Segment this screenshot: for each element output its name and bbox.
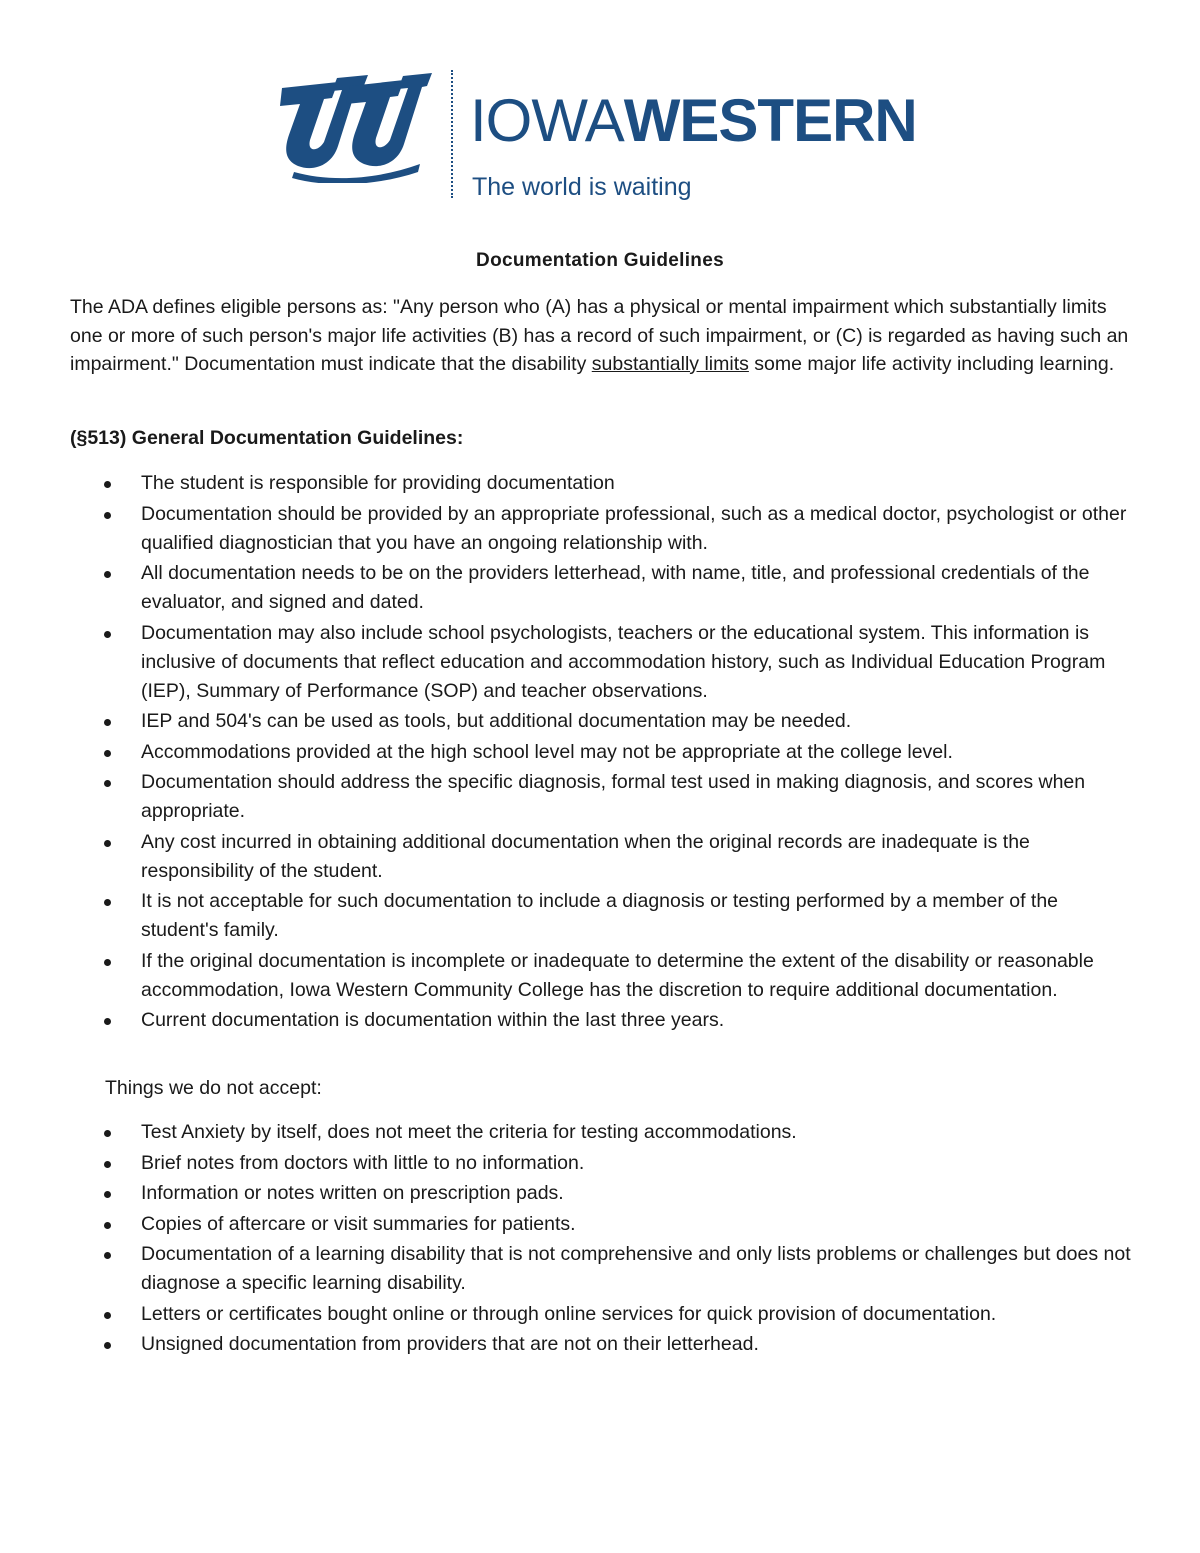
list-item [70,1240,1140,1298]
list-item-text: Information or notes written on prescription pads. [141,1182,564,1204]
list-item [70,738,1140,767]
list-item [70,947,1140,1005]
list-item [70,1210,1140,1239]
general-guidelines-heading: (§513) General Documentation Guidelines: [70,427,464,449]
list-item [70,1330,1140,1359]
bullet-icon [104,1191,111,1198]
list-item-text: Copies of aftercare or visit summaries for patients. [141,1212,576,1235]
list-item [70,887,1140,945]
not-accepted-heading: Things we do not accept: [105,1077,322,1099]
list-item [70,1300,1140,1329]
bullet-icon [104,840,111,847]
bullet-icon [104,1342,111,1349]
list-item-text: Test Anxiety by itself, does not meet the criteria for testing accommodations. [141,1121,797,1143]
logo-divider [451,70,453,198]
intro-text-before: The ADA defines eligible persons as: "Any person who (A) has a physical or mental impairment which substantially limits one or more of such person's major life activities (B) has a record of such impairment, or (C) is regarded as having such an impairment." Documentation must indicate that the disability [70,296,1129,375]
bullet-icon [104,959,111,966]
bullet-icon [104,1222,111,1229]
list-item [70,768,1140,826]
bullet-icon [104,1252,111,1259]
list-item [70,828,1140,886]
wordmark-iowa: IOWA [470,87,624,154]
bullet-icon [104,750,111,757]
iw-logo-mark [280,68,435,183]
list-item [70,707,1140,736]
general-guidelines-list [70,469,1140,1037]
college-wordmark [470,88,917,154]
logo-tagline: The world is waiting [472,173,692,201]
not-accepted-list [70,1118,1140,1361]
bullet-icon [104,899,111,906]
list-item-text: Letters or certificates bought online or through online services for quick provision of documentation. [141,1302,997,1325]
list-item [70,1006,1140,1035]
list-item [70,1118,1140,1147]
bullet-icon [104,631,111,638]
list-item-text: If the original documentation is incomplete or inadequate to determine the extent of the disability or reasonable accommodation, Iowa Western Community College has the discretion to require additional documentation. [141,949,1094,1001]
bullet-icon [104,780,111,787]
bullet-icon [104,1018,111,1025]
intro-paragraph [70,293,1130,379]
list-item [70,1179,1140,1208]
bullet-icon [104,481,111,488]
bullet-icon [104,571,111,578]
intro-underlined-text: substantially limits [591,353,749,375]
list-item-text: It is not acceptable for such documentation to include a diagnosis or testing performed by a member of the student's family. [141,890,1059,941]
list-item-text: Unsigned documentation from providers that are not on their letterhead. [141,1333,759,1355]
list-item [70,500,1140,558]
list-item [70,469,1140,498]
list-item-text: Documentation may also include school psychologists, teachers or the educational system. This information is inclusive of documents that reflect education and accommodation history, such as Individual Education Program (IEP), Summary of Performance (SOP) and teacher observations. [141,621,1106,702]
list-item-text: IEP and 504's can be used as tools, but additional documentation may be needed. [141,710,852,732]
bullet-icon [104,719,111,726]
list-item-text: The student is responsible for providing documentation [141,472,615,494]
list-item-text: Documentation of a learning disability that is not comprehensive and only lists problems or challenges but does not diagnose a specific learning disability. [141,1243,1131,1294]
intro-text-after: some major life activity including learning. [748,353,1115,375]
list-item [70,559,1140,617]
list-item-text: Current documentation is documentation within the last three years. [141,1009,725,1031]
document-title: Documentation Guidelines [476,250,724,271]
list-item-text: Documentation should be provided by an appropriate professional, such as a medical doctor, psychologist or other qualified diagnostician that you have an ongoing relationship with. [141,502,1127,554]
list-item-text: Any cost incurred in obtaining additional documentation when the original records are inadequate is the responsibility of the student. [141,830,1030,882]
list-item-text: Brief notes from doctors with little to no information. [141,1151,585,1174]
bullet-icon [104,1161,111,1168]
list-item-text: Documentation should address the specific diagnosis, formal test used in making diagnosis, and scores when appropriate. [141,771,1086,822]
list-item-text: Accommodations provided at the high school level may not be appropriate at the college level. [141,740,953,763]
list-item [70,619,1140,706]
bullet-icon [104,512,111,519]
list-item [70,1149,1140,1178]
bullet-icon [104,1312,111,1319]
college-logo [280,68,930,213]
wordmark-western: WESTERN [623,87,917,154]
list-item-text: All documentation needs to be on the providers letterhead, with name, title, and professional credentials of the evaluator, and signed and dated. [141,562,1090,613]
bullet-icon [104,1130,111,1137]
